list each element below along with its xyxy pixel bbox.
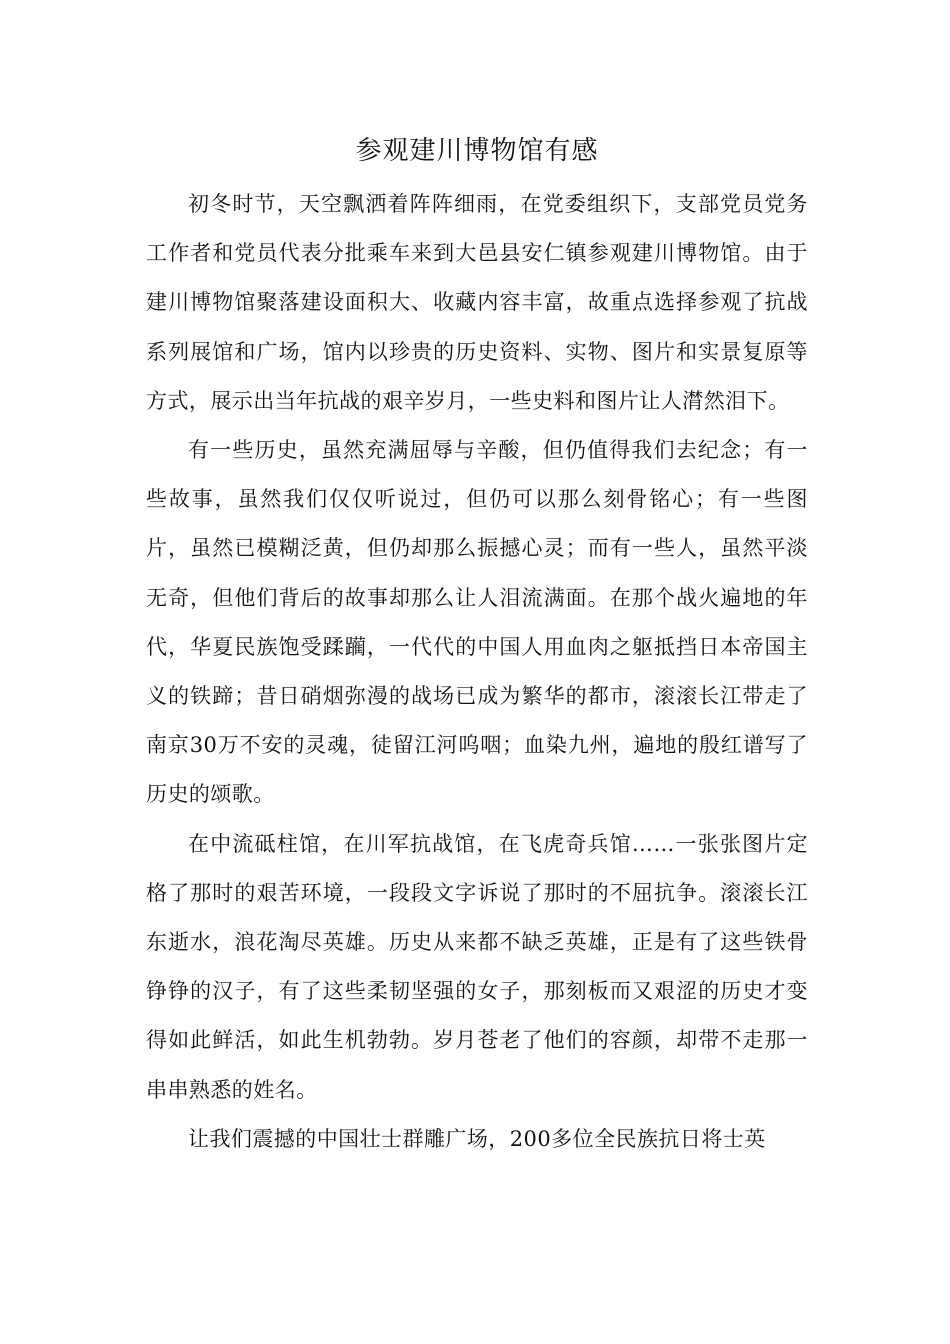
- paragraph-2: 有一些历史，虽然充满屈辱与辛酸，但仍值得我们去纪念；有一些故事，虽然我们仅仅听说过，但仍可以那么刻骨铭心；有一些图片，虽然已模糊泛黄，但仍却那么振撼心灵；而有一些人，虽然平淡无奇，但他们背后的故事却那么让人泪流满面。在那个战火遍地的年代，华夏民族饱受蹂躏，一代代的中国人用血肉之躯抵挡日本帝国主义的铁蹄；昔日硝烟弥漫的战场已成为繁华的都市，滚滚长江带走了南京30万不安的灵魂，徒留江河呜咽；血染九州，遍地的殷红谱写了历史的颂歌。: [146, 438, 808, 807]
- document-title: 参观建川博物馆有感: [355, 136, 599, 166]
- paragraph-1: 初冬时节，天空飘洒着阵阵细雨，在党委组织下，支部党员党务工作者和党员代表分批乘车来到大邑县安仁镇参观建川博物馆。由于建川博物馆聚落建设面积大、收藏内容丰富，故重点选择参观了抗战系列展馆和广场，馆内以珍贵的历史资料、实物、图片和实景复原等方式，展示出当年抗战的艰辛岁月，一些史料和图片让人潸然泪下。: [146, 192, 808, 413]
- paragraph-4: 让我们震撼的中国壮士群雕广场，200多位全民族抗日将士英: [188, 1126, 766, 1151]
- paragraph-3: 在中流砥柱馆，在川军抗战馆，在飞虎奇兵馆……一张张图片定格了那时的艰苦环境，一段段文字诉说了那时的不屈抗争。滚滚长江东逝水，浪花淘尽英雄。历史从来都不缺乏英雄，正是有了这些铁骨铮铮的汉子，有了这些柔韧坚强的女子，那刻板而又艰涩的历史才变得如此鲜活，如此生机勃勃。岁月苍老了他们的容颜，却带不走那一串串熟悉的姓名。: [146, 831, 808, 1102]
- document-page: [146, 128, 808, 1164]
